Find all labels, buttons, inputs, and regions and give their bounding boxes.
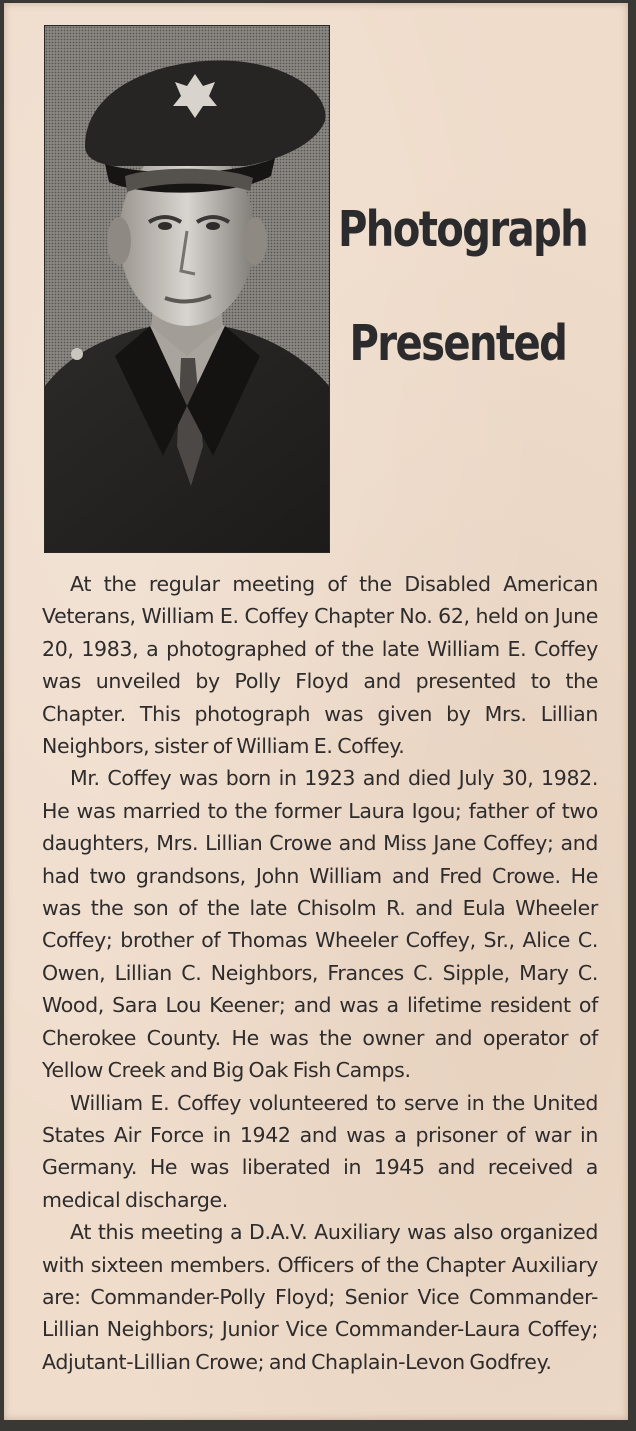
- article-body: [42, 568, 598, 1378]
- soldier-portrait-photo: [44, 25, 330, 553]
- portrait-icon: [45, 26, 329, 552]
- article-paragraph-4: At this meeting a D.A.V. Auxiliary was also organized with sixteen members. Officers of the Chapter Auxiliary are: Commander-Polly Floyd; Senior Vice Commander-Lillian Neighbors; Junior Vice Commander-Laura Coffey; Adjutant-Lillian Crowe; and Chaplain-Levon Godfrey.: [42, 1220, 598, 1374]
- headline: [338, 173, 588, 401]
- headline-line-2: Presented: [349, 315, 567, 372]
- article-paragraph-2: Mr. Coffey was born in 1923 and died July 30, 1982. He was married to the former Laura Igou; father of two daughters, Mrs. Lillian Crowe and Miss Jane Coffey; and had two grandsons, John William and Fred Crowe. He was the son of the late Chisolm R. and Eula Wheeler Coffey; brother of Thomas Wheeler Coffey, Sr., Alice C. Owen, Lillian C. Neighbors, Frances C. Sipple, Mary C. Wood, Sara Lou Keener; and was a lifetime resident of Cherokee County. He was the owner and operator of Yellow Creek and Big Oak Fish Camps.: [42, 766, 598, 1083]
- headline-line-1: Photograph: [338, 201, 588, 258]
- article-paragraph-3: William E. Coffey volunteered to serve in the United States Air Force in 1942 and was a prisoner of war in Germany. He was liberated in 1945 and received a medical discharge.: [42, 1090, 598, 1212]
- newspaper-clipping: [4, 3, 628, 1420]
- article-paragraph-1: At the regular meeting of the Disabled American Veterans, William E. Coffey Chapter No. 62, held on June 20, 1983, a photographed of the late William E. Coffey was unveiled by Polly Floyd and presented to the Chapter. This photograph was given by Mrs. Lillian Neighbors, sister of William E. Coffey.: [42, 572, 598, 759]
